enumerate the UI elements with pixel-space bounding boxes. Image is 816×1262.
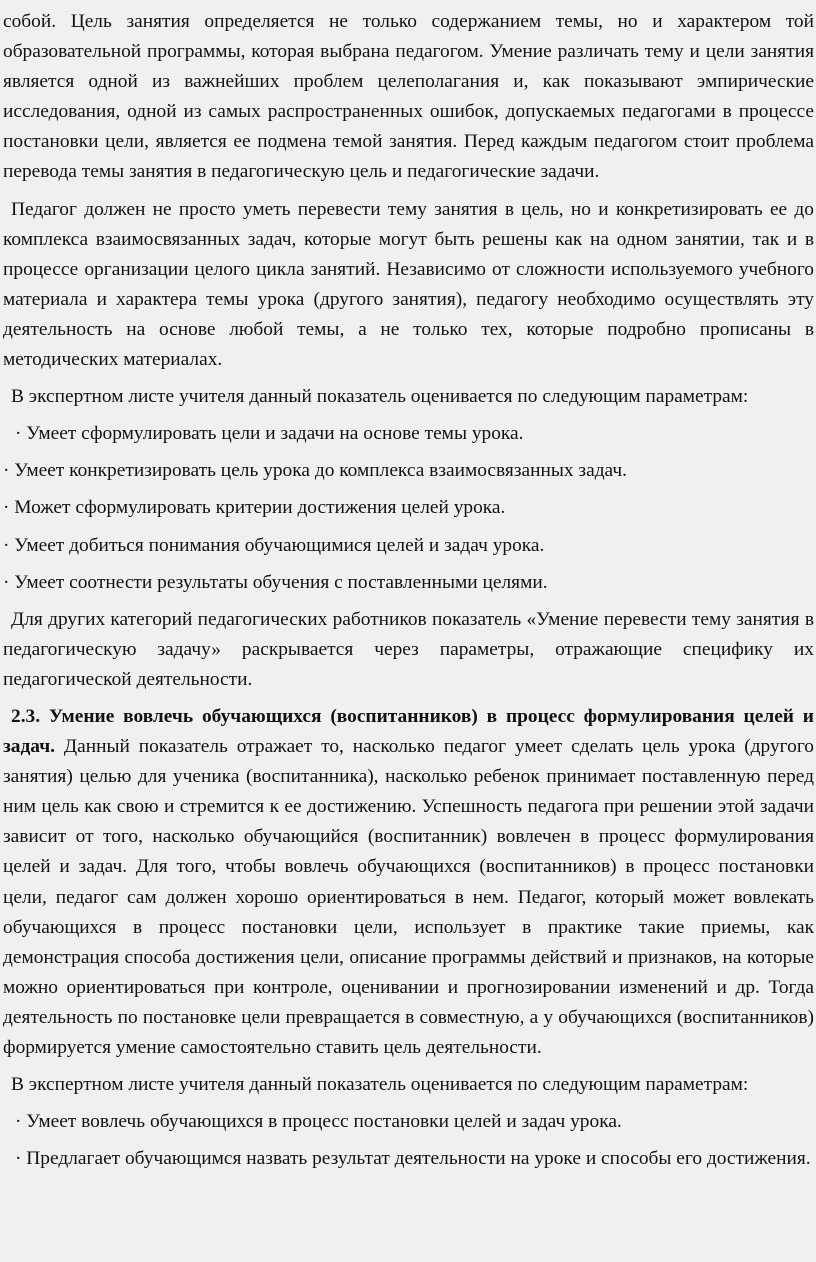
paragraph-expert-sheet-intro-2: В экспертном листе учителя данный показатель оценивается по следующим параметрам: xyxy=(11,1074,749,1096)
section-2-3-paragraph xyxy=(3,702,814,1063)
paragraph-other-categories: Для других категорий педагогических работников показатель «Умение перевести тему занятия в педагогическую задачу» раскрывается через параметры, отражающие специфику их педагогической деятельности. xyxy=(3,608,814,690)
list-item: · Может сформулировать критерии достижения целей урока. xyxy=(3,497,506,519)
list-item: · Умеет сформулировать цели и задачи на основе темы урока. xyxy=(15,423,524,445)
list-item: · Предлагает обучающимся назвать результат деятельности на уроке и способы его достижения. xyxy=(15,1148,811,1170)
list-item: · Умеет соотнести результаты обучения с поставленными целями. xyxy=(3,571,548,593)
list-item: · Умеет вовлечь обучающихся в процесс постановки целей и задач урока. xyxy=(15,1111,622,1133)
paragraph-expert-sheet-intro-1: В экспертном листе учителя данный показатель оценивается по следующим параметрам: xyxy=(11,386,749,408)
list-item: · Умеет конкретизировать цель урока до комплекса взаимосвязанных задач. xyxy=(3,460,627,482)
section-heading: Умение вовлечь обучающихся (воспитанников) в процесс формулирования целей и задач. xyxy=(3,705,814,758)
section-body: Данный показатель отражает то, насколько педагог умеет сделать цель урока (другого занятия) целью для ученика (воспитанника), насколько ребенок принимает поставленную перед ним цель как свою и стремится к ее достижению. Успешность педагога при решении этой задачи зависит от того, насколько обучающийся (воспитанник) вовлечен в процесс формулирования целей и задач. Для того, чтобы вовлечь обучающихся (воспитанников) в процесс постановки цели, педагог сам должен хорошо ориентироваться в нем. Педагог, который может вовлекать обучающихся в процесс постановки цели, использует в практике такие приемы, как демонстрация способа достижения цели, описание программы действий и признаков, на которые можно ориентироваться при контроле, оценивании и прогнозировании изменений и др. Тогда деятельность по постановке цели превращается в совместную, а у обучающихся (воспитанников) формируется умение самостоятельно ставить цель деятельности. xyxy=(3,736,814,1058)
paragraph-concretize-goal: Педагог должен не просто уметь перевести тему занятия в цель, но и конкретизировать ее до комплекса взаимосвязанных задач, которые могут быть решены как на одном занятии, так и в процессе организации целого цикла занятий. Независимо от сложности используемого учебного материала и характера темы урока (другого занятия), педагогу необходимо осуществлять эту деятельность на основе любой темы, а не только тех, которые подробно прописаны в методических материалах. xyxy=(3,198,814,371)
list-item: · Умеет добиться понимания обучающимися целей и задач урока. xyxy=(3,534,545,556)
paragraph-goal-definition: собой. Цель занятия определяется не только содержанием темы, но и характером той образовательной программы, которая выбрана педагогом. Умение различать тему и цели занятия является одной из важнейших проблем целеполагания и, как показывают эмпирические исследования, одной из самых распространенных ошибок, допускаемых педагогами в процессе постановки цели, является ее подмена темой занятия. Перед каждым педагогом стоит проблема перевода темы занятия в педагогическую цель и педагогические задачи. xyxy=(3,11,814,183)
section-number: 2.3. xyxy=(11,705,41,727)
